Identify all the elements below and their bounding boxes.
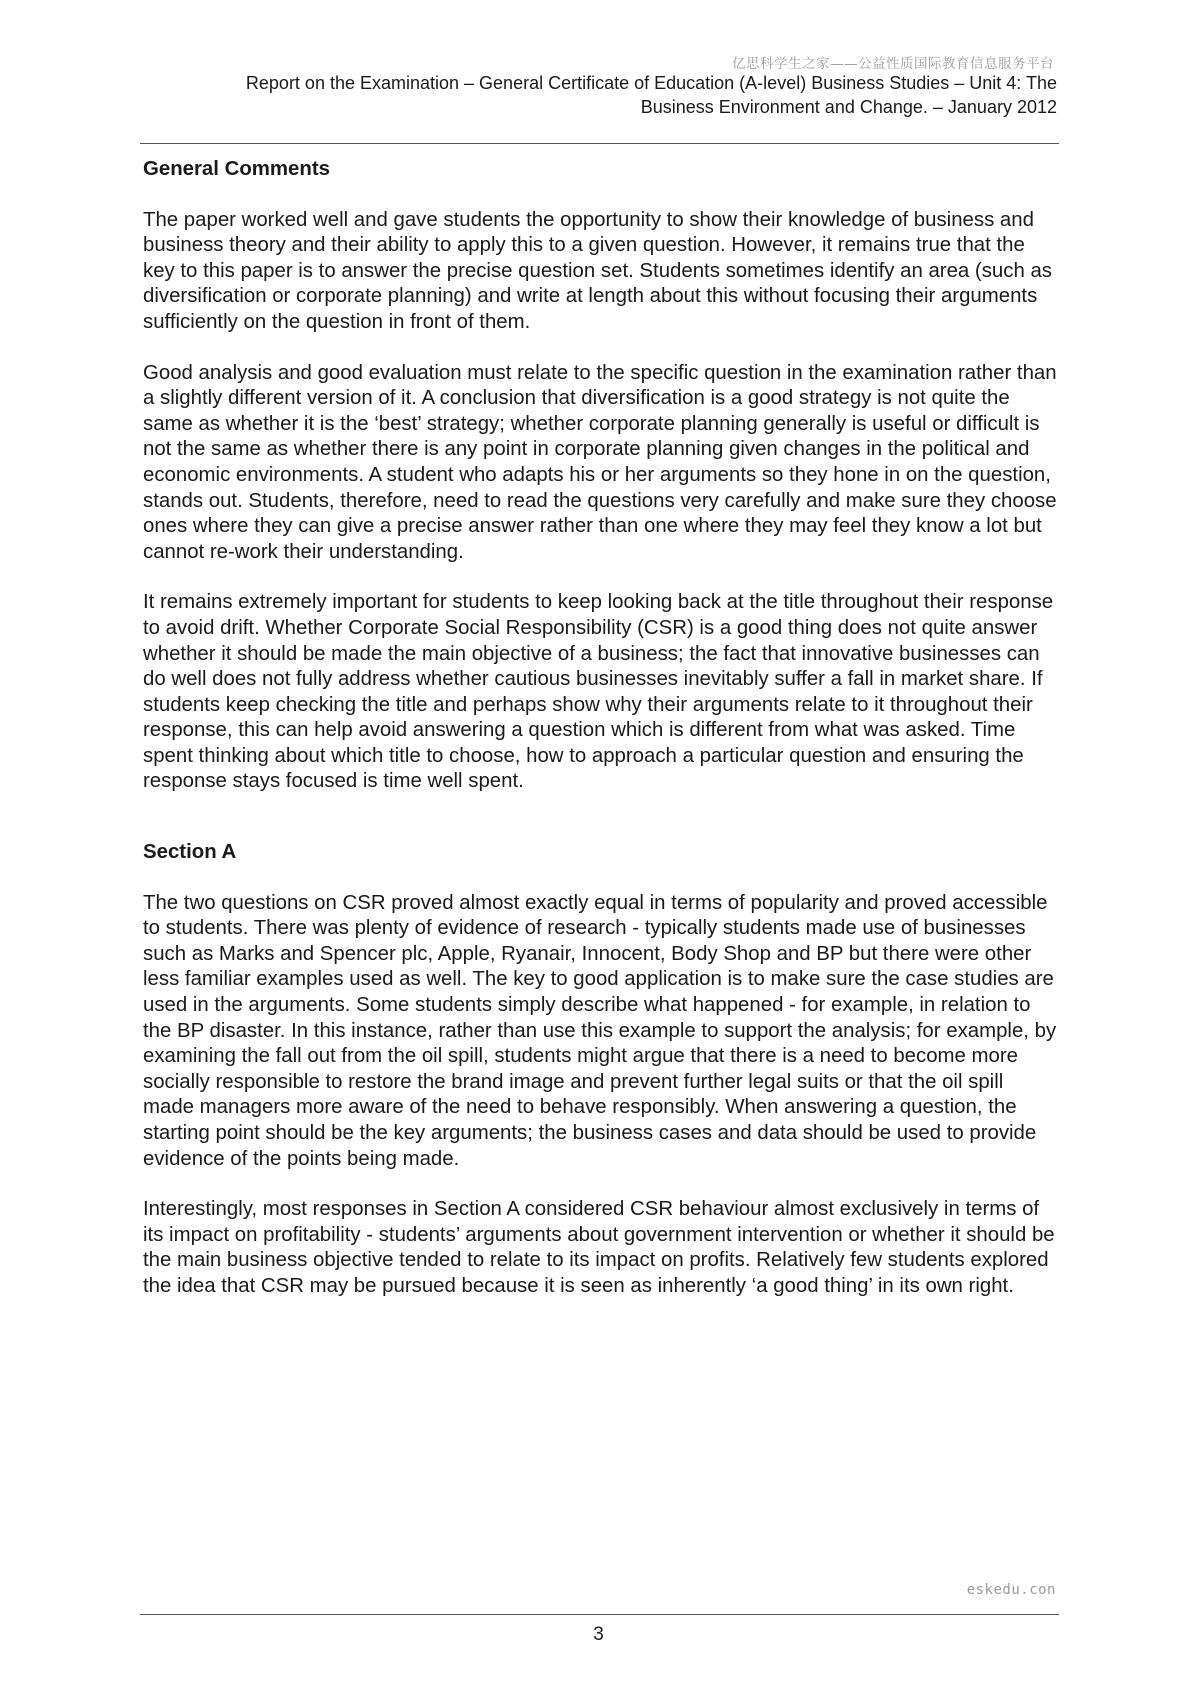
page-number: 3 xyxy=(593,1624,604,1645)
running-header xyxy=(142,71,1057,119)
footer-divider xyxy=(140,1614,1059,1615)
header-line-1: Report on the Examination – General Certificate of Education (A-level) Business Studies – Unit 4: The xyxy=(245,73,1057,93)
general-comments-paragraph-3: It remains extremely important for students to keep looking back at the title throughout their response to avoid drift. Whether Corporate Social Responsibility (CSR) is a good thing does not quite answer whether it should be made the main objective of a business; the fact that innovative businesses can do well does not fully address whether cautious businesses inevitably suffer a fall in market share. If students keep checking the title and perhaps show why their arguments relate to it throughout their response, this can help avoid answering a question which is different from what was asked. Time spent thinking about which title to choose, how to approach a particular question and ensuring the response stays focused is time well spent. xyxy=(143,591,1054,793)
watermark-top-text: 亿思科学生之家——公益性质国际教育信息服务平台 xyxy=(732,56,1054,72)
watermark-bottom-text: eskedu.con xyxy=(966,1582,1056,1598)
section-a-paragraph-1: The two questions on CSR proved almost exactly equal in terms of popularity and proved accessible to students. There was plenty of evidence of research - typically students made use of businesses such as Marks and Spencer plc, Apple, Ryanair, Innocent, Body Shop and BP but there were other less familiar examples used as well. The key to good application is to make sure the case studies are used in the arguments. Some students simply describe what happened - for example, in relation to the BP disaster. In this instance, rather than use this example to support the analysis; for example, by examining the fall out from the oil spill, students might argue that there is a need to become more socially responsible to restore the brand image and prevent further legal suits or that the oil spill made managers more aware of the need to behave responsibly. When answering a question, the starting point should be the key arguments; the business cases and data should be used to provide evidence of the points being made. xyxy=(143,891,1057,1170)
header-line-2: Business Environment and Change. – January 2012 xyxy=(640,97,1057,117)
header-divider xyxy=(140,143,1059,144)
section-a-paragraph-2: Interestingly, most responses in Section A considered CSR behaviour almost exclusively in terms of its impact on profitability - students’ arguments about government intervention or whether it should be the main business objective tended to relate to its impact on profits. Relatively few students explored the idea that CSR may be pursued because it is seen as inherently ‘a good thing’ in its own right. xyxy=(143,1198,1055,1297)
general-comments-paragraph-1: The paper worked well and gave students the opportunity to show their knowledge of business and business theory and their ability to apply this to a given question. However, it remains true that the key to this paper is to answer the precise question set. Students sometimes identify an area (such as diversification or corporate planning) and write at length about this without focusing their arguments sufficiently on the question in front of them. xyxy=(143,208,1052,333)
section-a-heading: Section A xyxy=(143,841,237,864)
general-comments-heading: General Comments xyxy=(143,158,330,180)
general-comments-paragraph-2: Good analysis and good evaluation must relate to the specific question in the examination rather than a slightly different version of it. A conclusion that diversification is a good strategy is not quite the same as whether it is the ‘best’ strategy; whether corporate planning generally is useful or difficult is not the same as whether there is any point in corporate planning given changes in the political and economic environments. A student who adapts his or her arguments so they hone in on the question, stands out. Students, therefore, need to read the questions very carefully and make sure they choose ones where they can give a precise answer rather than one where they may feel they know a lot but cannot re-work their understanding. xyxy=(143,361,1057,563)
report-body xyxy=(143,157,1059,1300)
